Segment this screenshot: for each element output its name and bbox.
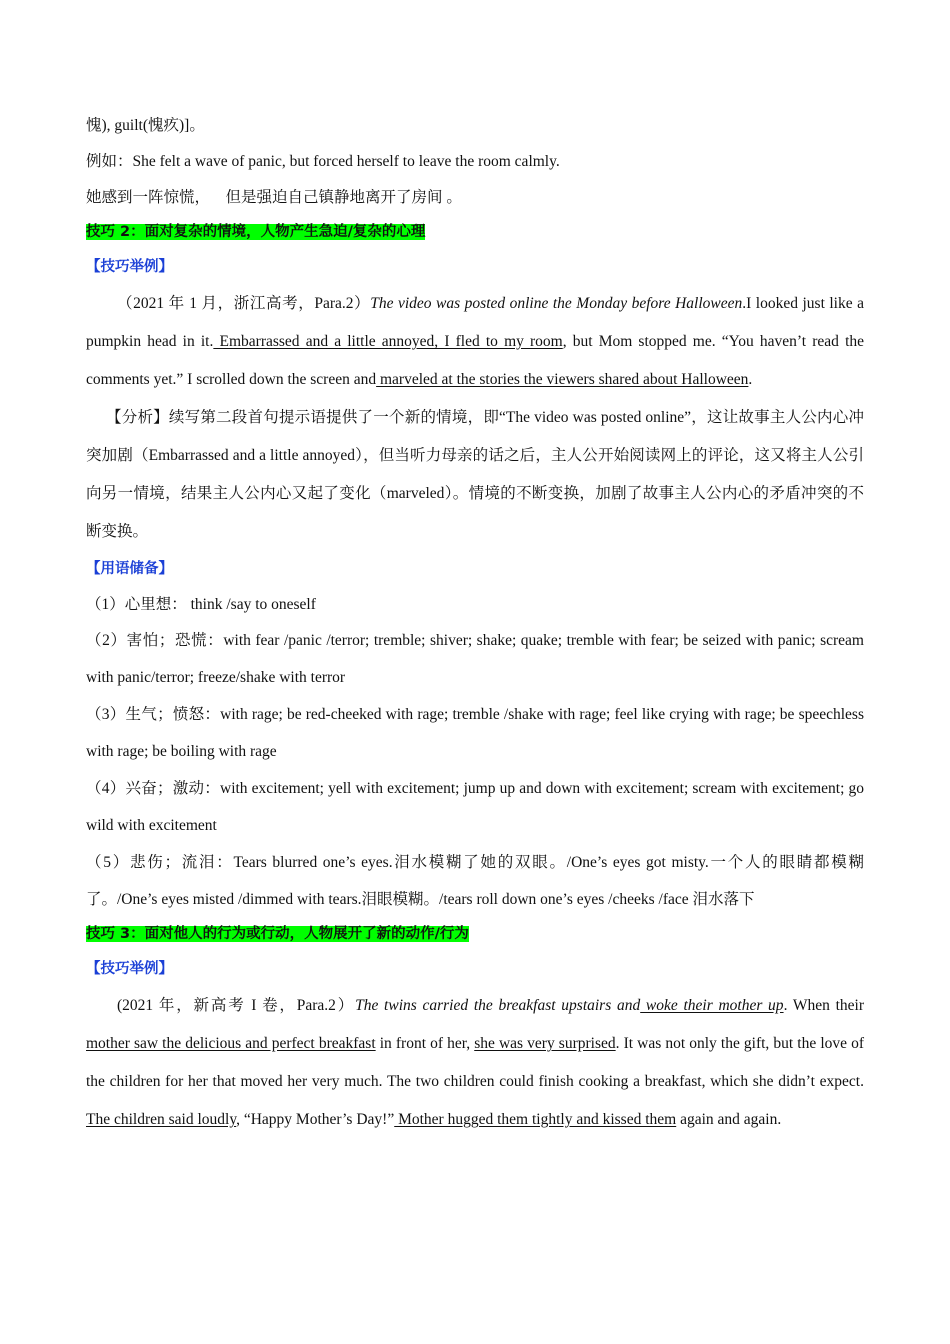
text-run: . bbox=[748, 371, 753, 388]
heading-text: 技巧 2：面对复杂的情境，人物产生急迫/复杂的心理 bbox=[86, 224, 426, 240]
underlined-phrase: woke their mother up bbox=[640, 997, 784, 1014]
section-heading-3 bbox=[86, 918, 864, 951]
text-run: , but Mom stopped me. “You haven’t read the comments yet.” I scrolled down the screen and bbox=[86, 333, 865, 388]
analysis-paragraph: 【分析】续写第二段首句提示语提供了一个新的情境，即“The video was posted online”，这让故事主人公内心冲突加剧（Embarrassed and a little annoyed），但当听力母亲的话之后，主人公开始阅读网上的评论，这又将主人公引向另一情境，结果主人公内心又起了变化（marveled）。情境的不断变换，加剧了故事主人公内心的矛盾冲突的不断变换。 bbox=[86, 409, 864, 540]
vocab-item: （1）心里想： think /say to oneself bbox=[86, 596, 316, 613]
underlined-phrase: Mother hugged them tightly and kissed them bbox=[394, 1111, 677, 1128]
source-label: (2021 年，新高考 I 卷，Para.2） bbox=[117, 997, 356, 1014]
example-tag: 【技巧举例】 bbox=[86, 961, 173, 977]
example-tag: 【技巧举例】 bbox=[86, 259, 173, 275]
text-run: , “Happy Mother’s Day!” bbox=[236, 1111, 395, 1128]
text-run: . It was not only the gift, but the love of the children for her that moved her very much. The two children could finish cooking a breakfast, which she didn’t expect. bbox=[86, 1035, 864, 1090]
prompt-sentence: The video was posted online the Monday before Halloween bbox=[370, 295, 743, 312]
underlined-phrase: she was very surprised bbox=[474, 1035, 616, 1052]
heading-text: 技巧 3：面对他人的行为或行动，人物展开了新的动作/行为 bbox=[86, 926, 469, 942]
example-paragraph bbox=[86, 285, 864, 399]
vocab-item: （3）生气；愤怒：with rage; be red-cheeked with rage; tremble /shake with rage; feel like crying with rage; be speechless with rage; be boiling with rage bbox=[86, 706, 864, 760]
example-paragraph bbox=[86, 987, 864, 1139]
vocab-item: （2）害怕；恐慌：with fear /panic /terror; tremble; shiver; shake; quake; tremble with fear; be seized with panic; scream with panic/terror; freeze/shake with terror bbox=[86, 632, 864, 686]
text-run: . When their bbox=[783, 997, 864, 1014]
text-run: .I looked just like a pumpkin head in it. bbox=[86, 295, 864, 350]
example-sentence: 例如：She felt a wave of panic, but forced herself to leave the room calmly. bbox=[86, 153, 560, 170]
underlined-phrase: mother saw the delicious and perfect breakfast bbox=[86, 1035, 376, 1052]
vocab-item: （4）兴奋；激动：with excitement; yell with excitement; jump up and down with excitement; scream with excitement; go wild with excitement bbox=[86, 780, 864, 834]
text-run: in front of her, bbox=[375, 1035, 475, 1052]
underlined-phrase: The children said loudly bbox=[86, 1111, 237, 1128]
vocab-item: （5）悲伤；流泪：Tears blurred one’s eyes.泪水模糊了她的双眼。/One’s eyes got misty.一个人的眼睛都模糊了。/One’s eyes misted /dimmed with tears.泪眼模糊。/tears roll down one’s eyes /cheeks /face 泪水落下 bbox=[86, 854, 864, 908]
prompt-sentence: The twins carried the breakfast upstairs and bbox=[355, 997, 641, 1014]
underlined-phrase: Embarrassed and a little annoyed, I fled to my room bbox=[213, 333, 563, 350]
example-translation: 她感到一阵惊慌， 但是强迫自己镇静地离开了房间 。 bbox=[86, 189, 462, 206]
underlined-phrase: marveled at the stories the viewers shared about Halloween bbox=[376, 371, 749, 388]
text-line: 愧), guilt(愧疚)]。 bbox=[86, 117, 205, 134]
source-label: （2021 年 1 月，浙江高考，Para.2） bbox=[117, 295, 371, 312]
vocab-tag: 【用语储备】 bbox=[86, 561, 173, 577]
document-page bbox=[86, 108, 864, 1139]
text-run: again and again. bbox=[676, 1111, 782, 1128]
section-heading-2 bbox=[86, 216, 864, 249]
